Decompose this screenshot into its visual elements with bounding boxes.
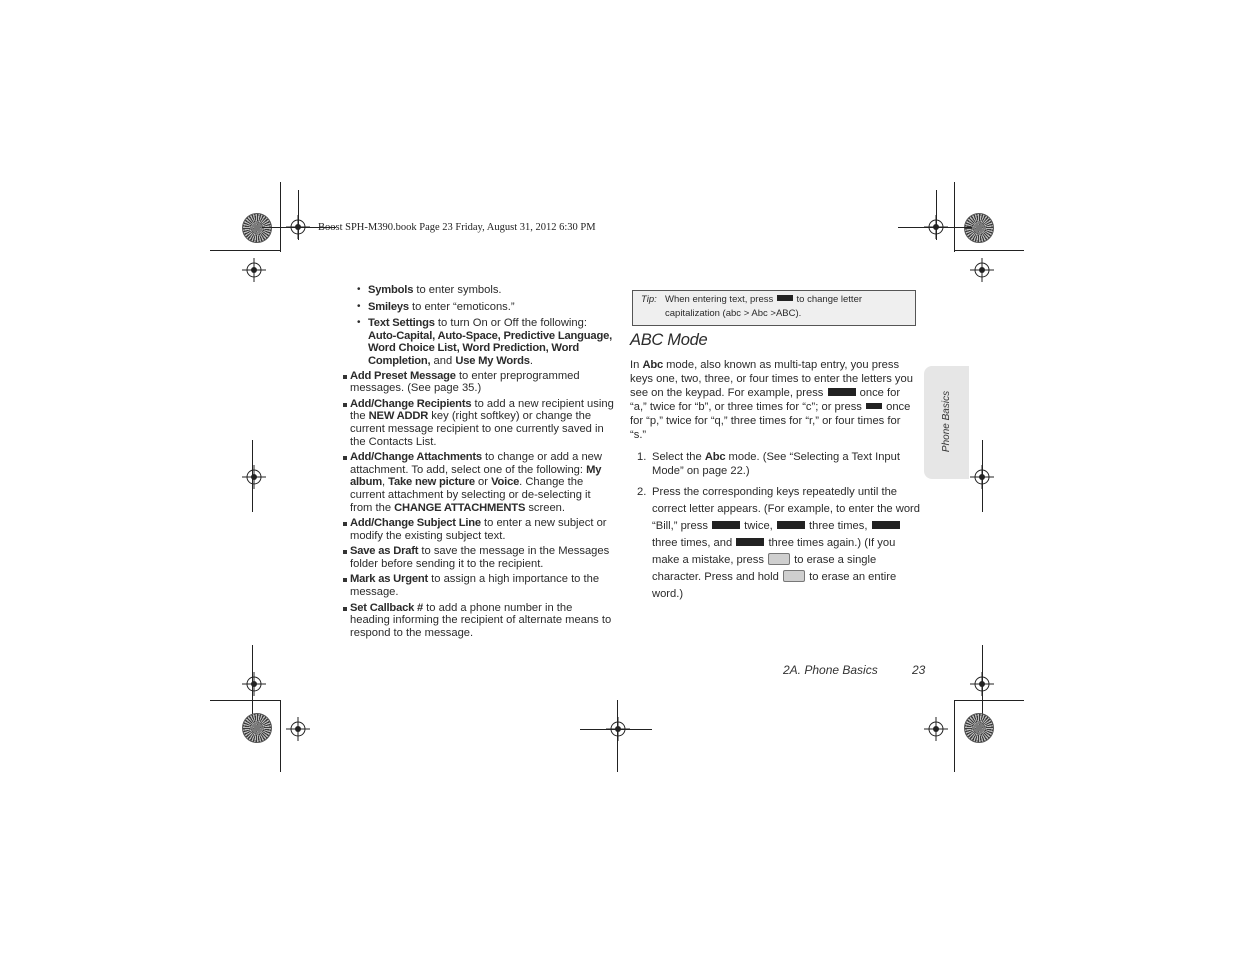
crop-mark [210,700,280,701]
5jkl-key-icon [736,538,764,546]
tip-text-part: ABC). [775,308,802,319]
step-text: three times, and [652,537,733,549]
item-term: Add Preset Message [350,369,456,382]
crop-mark [280,182,281,252]
registration-crosshair-icon [242,258,266,282]
crop-mark [210,250,280,251]
item-term: Auto-Capital, Auto-Space, Predictive Language, Word Choice List, Word Prediction, Word Completion, [368,329,613,367]
item-text: . [529,354,533,367]
book-slug-header: Boost SPH-M390.book Page 23 Friday, August 31, 2012 6:30 PM [318,222,596,233]
back-key-icon [768,553,790,565]
list-item [342,301,614,314]
item-term: Add/Change Subject Line [350,517,481,530]
step-text: Press the corresponding keys repeatedly until the correct letter appears. (For example, to enter the word “Bill,” press [652,486,920,532]
list-item [342,370,614,395]
registration-crosshair-icon [970,258,994,282]
5jkl-key-icon [872,521,900,529]
tip-text-part: When entering text, press [665,294,774,305]
2abc-key-icon [712,521,740,529]
registration-rosette-icon [242,713,272,743]
crop-mark [954,250,1024,251]
arrow-glyph: > [770,308,776,319]
item-term: My album [350,463,602,489]
list-item [342,517,614,542]
para-text: mode, also known as multi-tap entry, you press keys one, two, three, or four times to enter the letters you see on the keypad. For example, press [630,359,913,399]
crop-mark [954,700,1024,701]
tip-box [632,290,916,326]
step-2 [637,484,922,603]
item-term: CHANGE ATTACHMENTS [394,501,526,514]
step-text: to erase a single character. Press and hold [652,554,877,583]
item-term: Take new picture [388,476,475,489]
tip-text-part: Abc [751,308,768,319]
item-text: or [474,476,492,489]
item-term: Use My Words [455,354,530,367]
crop-mark [280,700,281,772]
list-item [342,284,614,297]
tip-text [665,293,911,321]
side-tab-label: Phone Basics [941,390,953,453]
list-item [342,317,614,367]
left-column [342,284,614,642]
item-text: to enter “emoticons.” [408,300,515,313]
step-number: 1. [637,451,647,463]
list-item [342,602,614,640]
list-item [342,545,614,570]
shift-key-icon [777,295,793,301]
tip-label: Tip: [641,294,657,305]
list-item [342,573,614,598]
item-text: to save the message in the Messages folder before sending it to the recipient. [350,545,610,570]
registration-rosette-icon [964,713,994,743]
back-key-icon [783,570,805,582]
item-term: Symbols [368,284,414,296]
section-title: ABC Mode [630,331,708,349]
step-text: to erase an entire word.) [652,571,897,600]
para-text: In [630,359,643,371]
item-term: Save as Draft [350,545,419,558]
item-text: to enter preprogrammed messages. (See page 35.) [350,369,580,395]
step-text: three times again.) (If you make a mistake, press [652,537,896,566]
intro-paragraph [630,358,918,442]
item-text: to add a new recipient using the [350,397,614,423]
step-text: mode. (See “Selecting a Text Input Mode” on page 22.) [652,451,900,477]
step-number: 2. [637,486,647,498]
crop-mark [954,182,955,252]
item-text: to assign a high importance to the message. [350,573,600,599]
7pqrs-key-icon [866,403,882,409]
step-text: three times, [809,520,868,532]
item-text: screen. [525,501,566,514]
registration-crosshair-icon [242,672,266,696]
item-text: and [430,354,456,367]
item-text: . Change the current attachment by selecting or de-selecting it from the [350,476,591,514]
step-text: Select the [652,451,705,463]
registration-crosshair-icon [970,465,994,489]
item-text: to turn On or Off the following: [434,317,587,330]
para-term: Abc [642,359,663,371]
item-term: Voice [491,476,520,489]
registration-rosette-icon [964,213,994,243]
item-text: , [381,476,389,489]
crop-mark [898,227,972,228]
crop-mark [298,190,299,240]
registration-crosshair-icon [970,672,994,696]
arrow-glyph: > [743,308,750,319]
registration-crosshair-icon [242,465,266,489]
crop-mark [617,700,618,772]
item-text: to add a phone number in the heading informing the recipient of alternate means to respond to the message. [350,601,612,639]
step-term: Abc [704,451,726,463]
chapter-side-tab [924,366,969,479]
2abc-key-icon [828,388,856,396]
item-term: Set Callback # [350,601,424,614]
item-text: key (right softkey) or change the current message recipient to one currently saved in the Contacts List. [350,410,604,448]
crop-mark [954,700,955,772]
step-1 [637,450,922,478]
registration-crosshair-icon [924,717,948,741]
item-term: Text Settings [368,317,435,330]
item-text: to change or add a new attachment. To add, select one of the following: [350,451,602,476]
list-item [342,451,614,514]
list-item [342,398,614,448]
4ghi-key-icon [777,521,805,529]
item-term: Mark as Urgent [350,573,429,586]
para-text: once for “a,” twice for “b”, or three times for “c”; or press [630,387,901,413]
tip-text-part: to change letter capitalization (abc [665,294,863,319]
item-term: Smileys [368,300,409,313]
crop-mark [580,729,652,730]
registration-crosshair-icon [286,717,310,741]
crop-mark [936,190,937,240]
item-term: Add/Change Recipients [350,397,472,410]
para-text: once for “p,” twice for “q,” three times for “r,” or four times for “s.” [630,401,911,441]
page-number: 23 [912,663,926,677]
item-term: Add/Change Attachments [350,451,482,464]
registration-rosette-icon [242,213,272,243]
step-text: twice, [744,520,773,532]
footer-section: 2A. Phone Basics [783,663,878,677]
item-text: to enter a new subject or modify the existing subject text. [350,517,607,542]
item-term: NEW ADDR [368,410,429,423]
item-text: to enter symbols. [413,284,502,296]
